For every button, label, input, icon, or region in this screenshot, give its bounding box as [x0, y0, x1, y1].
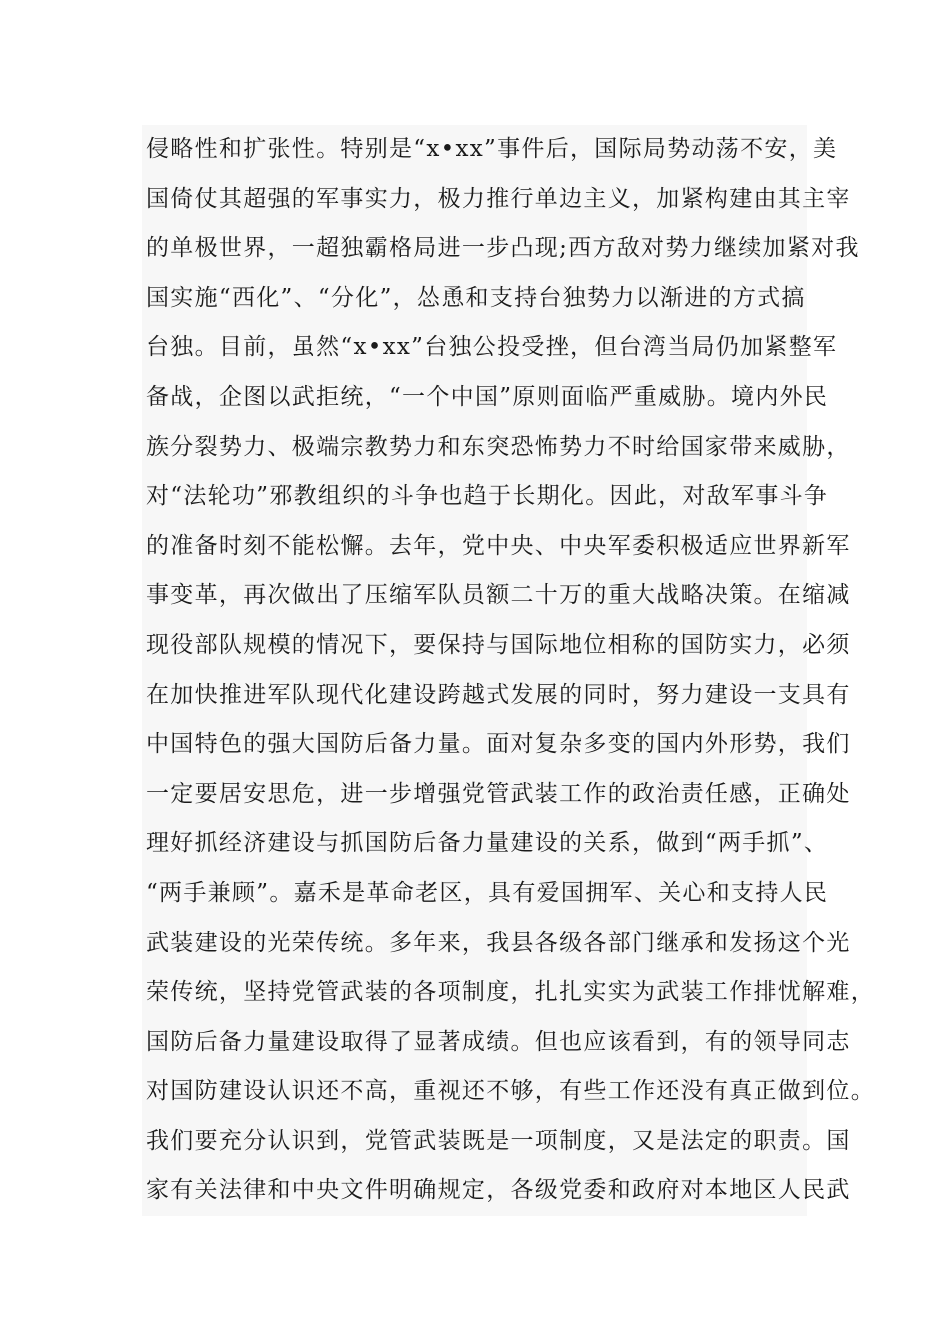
text-line: 国防后备力量建设取得了显著成绩。但也应该看到，有的领导同志: [146, 1028, 851, 1055]
text-line: 荣传统，坚持党管武装的各项制度，扎扎实实为武装工作排忧解难，: [146, 979, 875, 1006]
text-line: 理好抓经济建设与抓国防后备力量建设的关系，做到“两手抓”、: [146, 830, 829, 857]
text-line: 族分裂势力、极端宗教势力和东突恐怖势力不时给国家带来威胁，: [146, 433, 851, 460]
text-line: 国倚仗其超强的军事实力，极力推行单边主义，加紧构建由其主宰: [146, 185, 851, 212]
text-line: 国实施“西化”、“分化”，怂恿和支持台独势力以渐进的方式搞: [146, 284, 806, 311]
body-paragraph: [142, 125, 875, 1216]
text-line: 武装建设的光荣传统。多年来，我县各级各部门继承和发扬这个光: [146, 929, 851, 956]
text-line: 在加快推进军队现代化建设跨越式发展的同时，努力建设一支具有: [146, 681, 851, 708]
text-line: 中国特色的强大国防后备力量。面对复杂多变的国内外形势，我们: [146, 731, 851, 758]
text-line: 的准备时刻不能松懈。去年，党中央、中央军委积极适应世界新军: [146, 532, 851, 559]
text-line: 台独。目前，虽然“x•xx”台独公投受挫，但台湾当局仍加紧整军: [146, 334, 838, 361]
text-line: 事变革，再次做出了压缩军队员额二十万的重大战略决策。在缩减: [146, 582, 851, 609]
text-line: 对“法轮功”邪教组织的斗争也趋于长期化。因此，对敌军事斗争: [146, 483, 829, 510]
text-line: 现役部队规模的情况下，要保持与国际地位相称的国防实力，必须: [146, 631, 851, 658]
text-line: “两手兼顾”。嘉禾是革命老区，具有爱国拥军、关心和支持人民: [146, 879, 829, 906]
text-line: 我们要充分认识到，党管武装既是一项制度，又是法定的职责。国: [146, 1127, 851, 1154]
text-line: 家有关法律和中央文件明确规定，各级党委和政府对本地区人民武: [146, 1177, 851, 1204]
text-line: 侵略性和扩张性。特别是“x•xx”事件后，国际局势动荡不安，美: [146, 136, 838, 162]
text-line: 备战，企图以武拒统，“一个中国”原则面临严重威胁。境内外民: [146, 383, 829, 410]
text-line: 对国防建设认识还不高，重视还不够，有些工作还没有真正做到位。: [146, 1078, 875, 1105]
text-line: 一定要居安思危，进一步增强党管武装工作的政治责任感，正确处: [146, 780, 851, 807]
text-line: 的单极世界，一超独霸格局进一步凸现;西方敌对势力继续加紧对我: [146, 235, 860, 262]
